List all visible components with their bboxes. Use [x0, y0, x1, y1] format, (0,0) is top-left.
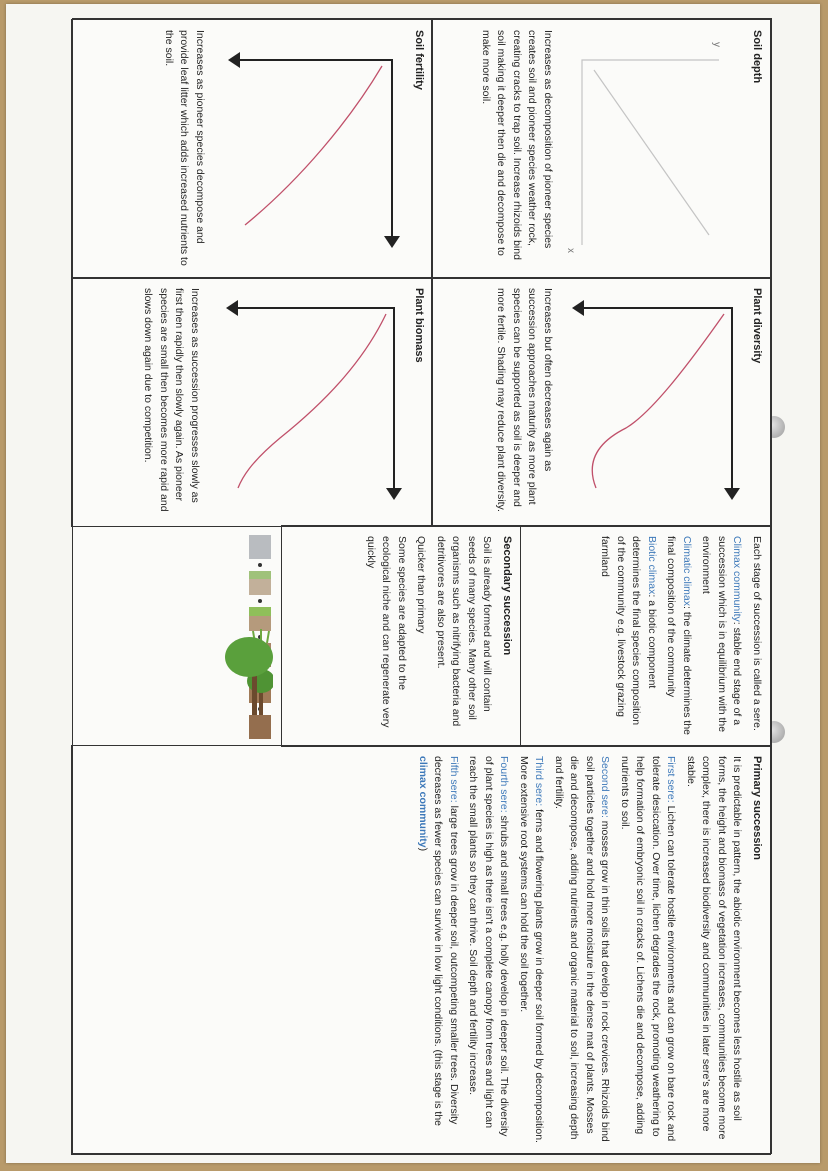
- stage-bare-rock: [249, 535, 271, 559]
- biotic-def: : a biotic component determines the final species composition of the community e.g. livestock grazing farmland: [599, 536, 658, 726]
- climax-def: : stable end stage of a succession which is in equilibrium with the environment: [700, 536, 744, 733]
- second-sere-label: Second sere:: [599, 756, 612, 818]
- notes-grid: [72, 18, 772, 1154]
- secondary-p2: Quicker than primary: [415, 536, 428, 634]
- primary-succession-cell: [71, 745, 771, 1155]
- plant-biomass-graph: [220, 288, 410, 518]
- soil-depth-axes: [582, 60, 719, 245]
- stage-moss: [249, 607, 271, 631]
- plant-biomass-text: Increases as succession progresses slowly as first then rapidly then slowly again. As pioneer species are small then becomes more rapid and slows down again due to competition.: [142, 288, 201, 512]
- fifth-sere-text: large trees grow in deeper soil, outcompeting smaller trees. Diversity decreases as fewer species can survive in low light conditions. (this stage is the: [432, 756, 460, 1127]
- fifth-sere-label: Fifth sere:: [448, 756, 460, 803]
- plant-diversity-cell: [431, 277, 771, 527]
- third-sere-label: Third sere:: [533, 756, 546, 807]
- soil-fertility-arrow-y: [228, 52, 240, 68]
- plant-diversity-graph: [566, 288, 746, 518]
- stage-dot-2: [258, 599, 262, 603]
- soil-depth-x-label: x: [565, 248, 576, 253]
- primary-intro: It is predictable in pattern, the abiotic environment becomes less hostile as soil forms, the height and biomass of vegetation increases, communities become more complex, there is increased biodiversity and communities in later sere's are more stable.: [685, 756, 744, 1140]
- fourth-sere-label: Fourth sere:: [498, 756, 511, 813]
- primary-title: Primary succession: [751, 756, 763, 860]
- fourth-sere-text: shrubs and small trees e.g. holly develop in deeper soil. The diversity of plant species is high as there isn't a complete canopy from trees and light can reach the small plants so they can thrive. Soil depth and fertility increase.: [467, 756, 511, 1137]
- soil-depth-title: Soil depth: [751, 30, 763, 84]
- soil-fertility-title: Soil fertility: [413, 30, 425, 90]
- climatic-def: : the climate determines the final composition of the community: [665, 536, 693, 735]
- climatic-definition: [663, 536, 694, 736]
- third-sere: [516, 756, 547, 1144]
- first-sere: [617, 756, 679, 1144]
- biotic-term: Biotic climax: [646, 536, 658, 595]
- rotated-notes: [72, 18, 772, 1154]
- succession-illustration: [71, 525, 283, 747]
- plant-diversity-arrow-y: [572, 300, 584, 316]
- secondary-p1: Soil is already formed and will contain seeds of many species. Many other soil organisms such as nitrifying bacteria and detritivores are also present.: [435, 536, 494, 727]
- soil-depth-graph: [564, 30, 744, 270]
- plant-diversity-title: Plant diversity: [751, 288, 763, 364]
- soil-fertility-graph: [220, 30, 410, 270]
- stage-dot-1: [258, 563, 262, 567]
- plant-diversity-text: Increases but often decreases again as succession approaches maturity as more plant species can be supported as soil is deeper and more fertile. Shading may reduce plant diversity.: [495, 288, 554, 512]
- plant-biomass-axes: [232, 308, 394, 493]
- soil-fertility-arrow-x: [384, 236, 400, 248]
- definitions-cell: [521, 525, 771, 747]
- biotic-definition: [597, 536, 659, 736]
- secondary-title: Secondary succession: [501, 536, 513, 656]
- plant-biomass-curve: [238, 314, 386, 488]
- plant-biomass-cell: [71, 277, 433, 527]
- succession-stages-drawing: [83, 531, 273, 741]
- first-sere-label: First sere:: [665, 756, 678, 803]
- fifth-sere-climax: climax community: [417, 756, 429, 848]
- soil-depth-y-label: y: [711, 42, 722, 47]
- fifth-sere: [415, 756, 462, 1144]
- secondary-succession-cell: [281, 525, 521, 747]
- second-sere-text: mosses grow in thin soils that develop in rock crevices. Rhizoids bind soil particles together and hold more moisture in the dense mat of plants. Mosses die and decompose, adding nutrients and organic material to soil, increasing depth and fertility.: [553, 756, 612, 1142]
- fourth-sere: [465, 756, 512, 1144]
- plant-biomass-title: Plant biomass: [413, 288, 425, 363]
- plant-diversity-arrow-x: [724, 488, 740, 500]
- stage-lichen: [249, 571, 271, 595]
- fifth-sere-end: ): [417, 847, 429, 852]
- soil-fertility-cell: [71, 19, 433, 279]
- soil-fertility-curve: [245, 66, 382, 225]
- climatic-term: Climatic climax: [681, 536, 693, 607]
- third-sere-text: ferns and flowering plants grow in deeper soil formed by decomposition. More extensive root systems can hold the soil together.: [518, 756, 546, 1143]
- first-sere-text: Lichen can tolerate hostile environments and can grow on bare rock and tolerate desiccation. Over time, lichen degrades the rock, promoting weathering to help formation of embryonic soil in cracks of. Lichens die and decompose, adding nutrients to soil.: [619, 756, 678, 1142]
- plant-diversity-curve: [592, 314, 724, 488]
- soil-depth-line: [594, 70, 709, 235]
- soil-depth-text: Increases as decomposition of pioneer species creates soil and pioneer species weather rock, creating cracks to trap soil. Increase rhizoids bind soil making it deeper then die and decompose to make more soil.: [480, 30, 554, 260]
- plant-biomass-arrow-x: [386, 488, 402, 500]
- secondary-p3: Some species are adapted to the ecological niche and can regenerate very quickly: [365, 536, 408, 728]
- plant-biomass-arrow-y: [226, 300, 238, 316]
- soil-fertility-text: Increases as pioneer species decompose and provide leaf litter which adds increased nutrients to the soil.: [163, 30, 206, 266]
- climax-term: Climax community: [731, 536, 744, 622]
- climax-definition: [698, 536, 745, 736]
- second-sere: [551, 756, 613, 1144]
- sere-intro: Each stage of succession is called a sere.: [751, 536, 763, 731]
- soil-depth-cell: [431, 19, 771, 279]
